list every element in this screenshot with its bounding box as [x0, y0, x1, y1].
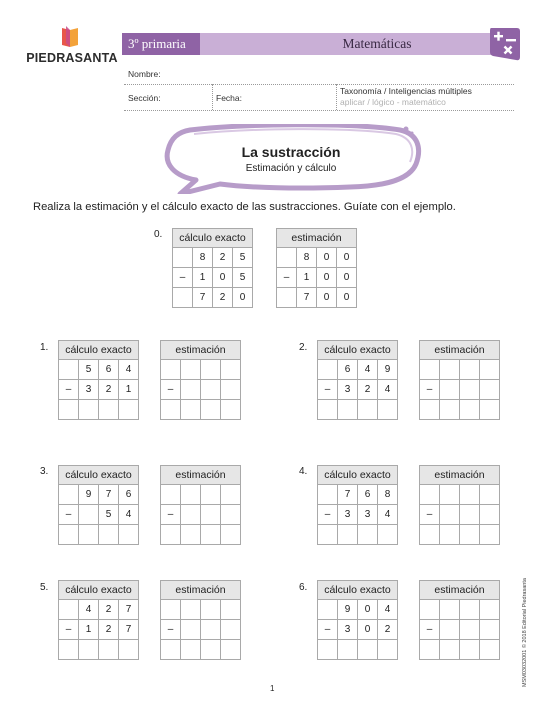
answer-cell[interactable]	[358, 640, 378, 660]
answer-cell[interactable]	[480, 505, 500, 525]
empty-cell	[59, 360, 79, 380]
answer-cell[interactable]	[318, 525, 338, 545]
answer-cell[interactable]	[460, 360, 480, 380]
answer-cell[interactable]	[79, 525, 99, 545]
digit-cell: 4	[79, 600, 99, 620]
exercise-estimate-table	[419, 340, 500, 420]
answer-cell[interactable]	[480, 400, 500, 420]
minus-sign: –	[59, 505, 79, 525]
digit-cell: 3	[358, 505, 378, 525]
answer-cell[interactable]	[460, 400, 480, 420]
exact-header: cálculo exacto	[318, 341, 398, 360]
digit-cell: 6	[338, 360, 358, 380]
digit-cell: 4	[378, 600, 398, 620]
exercise-number: 3.	[40, 466, 49, 477]
minus-sign: –	[420, 380, 440, 400]
digit-cell: 6	[358, 485, 378, 505]
answer-cell[interactable]	[221, 600, 241, 620]
digit-cell: 7	[99, 485, 119, 505]
answer-cell[interactable]	[181, 360, 201, 380]
exact-header: cálculo exacto	[59, 341, 139, 360]
digit-cell: 3	[338, 620, 358, 640]
page-title: La sustracción	[241, 144, 341, 160]
answer-cell[interactable]	[59, 400, 79, 420]
digit-cell: 7	[119, 620, 139, 640]
side-credit-text: MSM03032001 © 2018 Editorial Piedrasanta	[522, 578, 528, 687]
estimate-header: estimación	[420, 341, 500, 360]
digit-cell: 9	[338, 600, 358, 620]
answer-cell[interactable]	[181, 380, 201, 400]
answer-cell[interactable]	[440, 620, 460, 640]
answer-cell[interactable]	[201, 400, 221, 420]
answer-cell[interactable]	[181, 640, 201, 660]
answer-cell[interactable]	[161, 400, 181, 420]
digit-cell: 2	[99, 620, 119, 640]
answer-cell[interactable]	[460, 485, 480, 505]
answer-cell[interactable]	[181, 485, 201, 505]
digit-cell: 2	[358, 380, 378, 400]
digit-cell: 5	[233, 248, 253, 268]
answer-cell[interactable]	[480, 525, 500, 545]
answer-cell[interactable]	[201, 620, 221, 640]
digit-cell: 2	[99, 380, 119, 400]
result-cell: 7	[193, 288, 213, 308]
result-cell: 0	[317, 288, 337, 308]
digit-cell: 4	[119, 360, 139, 380]
answer-cell[interactable]	[318, 400, 338, 420]
minus-sign: –	[161, 620, 181, 640]
answer-cell[interactable]	[480, 600, 500, 620]
header-bar	[122, 33, 514, 55]
empty-cell	[420, 600, 440, 620]
digit-cell: 0	[358, 620, 378, 640]
minus-sign: –	[277, 268, 297, 288]
exercise-number: 4.	[299, 466, 308, 477]
estimate-header: estimación	[420, 581, 500, 600]
empty-cell	[318, 485, 338, 505]
answer-cell[interactable]	[460, 525, 480, 545]
digit-cell: 0	[337, 268, 357, 288]
exercise-estimate-table	[419, 465, 500, 545]
answer-cell[interactable]	[181, 505, 201, 525]
answer-cell[interactable]	[318, 640, 338, 660]
digit-cell: 1	[119, 380, 139, 400]
answer-cell[interactable]	[59, 525, 79, 545]
estimate-header: estimación	[161, 466, 241, 485]
answer-cell[interactable]	[221, 640, 241, 660]
minus-sign: –	[318, 620, 338, 640]
minus-sign: –	[59, 380, 79, 400]
empty-cell	[420, 360, 440, 380]
minus-sign: –	[161, 380, 181, 400]
answer-cell[interactable]	[440, 360, 460, 380]
digit-cell: 5	[233, 268, 253, 288]
digit-cell: 4	[119, 505, 139, 525]
answer-cell[interactable]	[161, 525, 181, 545]
digit-cell: 9	[378, 360, 398, 380]
empty-cell	[318, 600, 338, 620]
answer-cell[interactable]	[440, 525, 460, 545]
answer-cell[interactable]	[378, 640, 398, 660]
exercise-estimate-table	[160, 340, 241, 420]
grade-label: 3º primaria	[122, 33, 200, 55]
digit-cell: 8	[193, 248, 213, 268]
exact-header: cálculo exacto	[59, 581, 139, 600]
answer-cell[interactable]	[201, 485, 221, 505]
minus-sign: –	[173, 268, 193, 288]
answer-cell[interactable]	[181, 600, 201, 620]
estimate-header: estimación	[420, 466, 500, 485]
empty-cell	[59, 485, 79, 505]
digit-cell: 9	[79, 485, 99, 505]
exercise-number: 6.	[299, 582, 308, 593]
digit-cell: 0	[317, 268, 337, 288]
estimate-header: estimación	[161, 341, 241, 360]
answer-cell[interactable]	[440, 380, 460, 400]
empty-cell	[420, 485, 440, 505]
answer-cell[interactable]	[221, 505, 241, 525]
answer-cell[interactable]	[460, 380, 480, 400]
digit-cell: 3	[338, 505, 358, 525]
page-number: 1	[270, 684, 275, 693]
digit-cell: 3	[79, 380, 99, 400]
answer-cell[interactable]	[221, 400, 241, 420]
side-credit	[519, 547, 533, 687]
empty-cell	[59, 600, 79, 620]
answer-cell[interactable]	[440, 640, 460, 660]
answer-cell[interactable]	[460, 640, 480, 660]
digit-cell: 8	[378, 485, 398, 505]
answer-cell[interactable]	[480, 640, 500, 660]
exercise-exact-table	[317, 340, 398, 420]
answer-cell[interactable]	[79, 640, 99, 660]
answer-cell[interactable]	[440, 505, 460, 525]
section-label: Sección:	[128, 93, 161, 103]
minus-sign: –	[318, 380, 338, 400]
digit-cell: 7	[338, 485, 358, 505]
exercise-number: 5.	[40, 582, 49, 593]
answer-cell[interactable]	[221, 485, 241, 505]
exercise-exact-table	[317, 465, 398, 545]
answer-cell[interactable]	[378, 400, 398, 420]
answer-cell[interactable]	[119, 525, 139, 545]
answer-cell[interactable]	[99, 525, 119, 545]
digit-cell: 5	[79, 360, 99, 380]
answer-cell[interactable]	[480, 380, 500, 400]
answer-cell[interactable]	[420, 640, 440, 660]
minus-sign: –	[420, 505, 440, 525]
answer-cell[interactable]	[480, 360, 500, 380]
digit-cell: 6	[99, 360, 119, 380]
exercise-estimate-table	[160, 465, 241, 545]
empty-cell	[161, 600, 181, 620]
digit-cell: 3	[338, 380, 358, 400]
digit-cell: 0	[358, 600, 378, 620]
exercise-estimate-table	[419, 580, 500, 660]
result-cell: 2	[213, 288, 233, 308]
digit-cell: 0	[337, 248, 357, 268]
digit-cell: 2	[213, 248, 233, 268]
answer-cell[interactable]	[79, 400, 99, 420]
answer-cell[interactable]	[201, 640, 221, 660]
result-cell: 7	[297, 288, 317, 308]
estimate-header: estimación	[277, 229, 357, 248]
plus-minus-times-icon	[487, 25, 523, 63]
answer-cell[interactable]	[161, 640, 181, 660]
answer-cell[interactable]	[201, 360, 221, 380]
answer-cell[interactable]	[201, 380, 221, 400]
exercise-exact-table	[58, 465, 139, 545]
answer-cell[interactable]	[99, 400, 119, 420]
answer-cell[interactable]	[119, 640, 139, 660]
answer-cell[interactable]	[119, 400, 139, 420]
taxonomy-value: aplicar / lógico - matemático	[340, 97, 446, 107]
digit-cell: 2	[378, 620, 398, 640]
instruction-text: Realiza la estimación y el cálculo exacto de las sustracciones. Guíate con el ejemplo.	[33, 201, 456, 213]
exercise-exact-table	[317, 580, 398, 660]
exercise-exact-table	[58, 340, 139, 420]
answer-cell[interactable]	[221, 620, 241, 640]
minus-sign: –	[318, 505, 338, 525]
digit-cell: 6	[119, 485, 139, 505]
exercise-exact-table	[58, 580, 139, 660]
answer-cell[interactable]	[358, 400, 378, 420]
answer-cell[interactable]	[460, 505, 480, 525]
answer-cell[interactable]	[201, 505, 221, 525]
answer-cell[interactable]	[201, 600, 221, 620]
exercise-number: 2.	[299, 342, 308, 353]
answer-cell[interactable]	[99, 640, 119, 660]
brand-logo	[26, 26, 118, 71]
exercise-estimate-table	[160, 580, 241, 660]
answer-cell[interactable]	[440, 485, 460, 505]
digit-cell: 1	[79, 620, 99, 640]
digit-cell	[79, 505, 99, 525]
answer-cell[interactable]	[378, 525, 398, 545]
answer-cell[interactable]	[338, 640, 358, 660]
empty-cell	[161, 485, 181, 505]
answer-cell[interactable]	[221, 380, 241, 400]
section-date-row	[124, 84, 514, 111]
example-estimate-table	[276, 228, 357, 308]
subject-label: Matemáticas	[200, 33, 514, 55]
estimate-header: estimación	[161, 581, 241, 600]
answer-cell[interactable]	[181, 620, 201, 640]
minus-sign: –	[59, 620, 79, 640]
answer-cell[interactable]	[221, 525, 241, 545]
result-cell: 0	[233, 288, 253, 308]
answer-cell[interactable]	[480, 620, 500, 640]
answer-cell[interactable]	[420, 400, 440, 420]
digit-cell: 0	[213, 268, 233, 288]
digit-cell: 4	[378, 505, 398, 525]
brand-name: PIEDRASANTA	[26, 51, 118, 65]
exact-header: cálculo exacto	[318, 581, 398, 600]
answer-cell[interactable]	[358, 525, 378, 545]
answer-cell[interactable]	[440, 600, 460, 620]
minus-sign: –	[161, 505, 181, 525]
example-number: 0.	[154, 229, 163, 240]
answer-cell[interactable]	[181, 400, 201, 420]
digit-cell: 2	[99, 600, 119, 620]
exact-header: cálculo exacto	[59, 466, 139, 485]
answer-cell[interactable]	[460, 620, 480, 640]
digit-cell: 8	[297, 248, 317, 268]
answer-cell[interactable]	[221, 360, 241, 380]
answer-cell[interactable]	[460, 600, 480, 620]
answer-cell[interactable]	[420, 525, 440, 545]
name-row	[124, 66, 514, 85]
digit-cell: 1	[193, 268, 213, 288]
answer-cell[interactable]	[440, 400, 460, 420]
exact-header: cálculo exacto	[318, 466, 398, 485]
digit-cell: 7	[119, 600, 139, 620]
digit-cell: 4	[378, 380, 398, 400]
result-cell: 0	[337, 288, 357, 308]
date-label: Fecha:	[216, 93, 242, 103]
exact-header: cálculo exacto	[173, 229, 253, 248]
page-subtitle: Estimación y cálculo	[245, 163, 337, 174]
empty-cell	[318, 360, 338, 380]
digit-cell: 5	[99, 505, 119, 525]
digit-cell: 0	[317, 248, 337, 268]
answer-cell[interactable]	[338, 525, 358, 545]
empty-cell	[161, 360, 181, 380]
exercise-number: 1.	[40, 342, 49, 353]
answer-cell[interactable]	[201, 525, 221, 545]
digit-cell: 1	[297, 268, 317, 288]
answer-cell[interactable]	[59, 640, 79, 660]
book-logo-icon	[60, 26, 80, 48]
example-exact-table	[172, 228, 253, 308]
answer-cell[interactable]	[480, 485, 500, 505]
answer-cell[interactable]	[181, 525, 201, 545]
taxonomy-label: Taxonomía / Inteligencias múltiples	[340, 86, 472, 96]
digit-cell: 4	[358, 360, 378, 380]
answer-cell[interactable]	[338, 400, 358, 420]
minus-sign: –	[420, 620, 440, 640]
name-label: Nombre:	[128, 69, 161, 79]
